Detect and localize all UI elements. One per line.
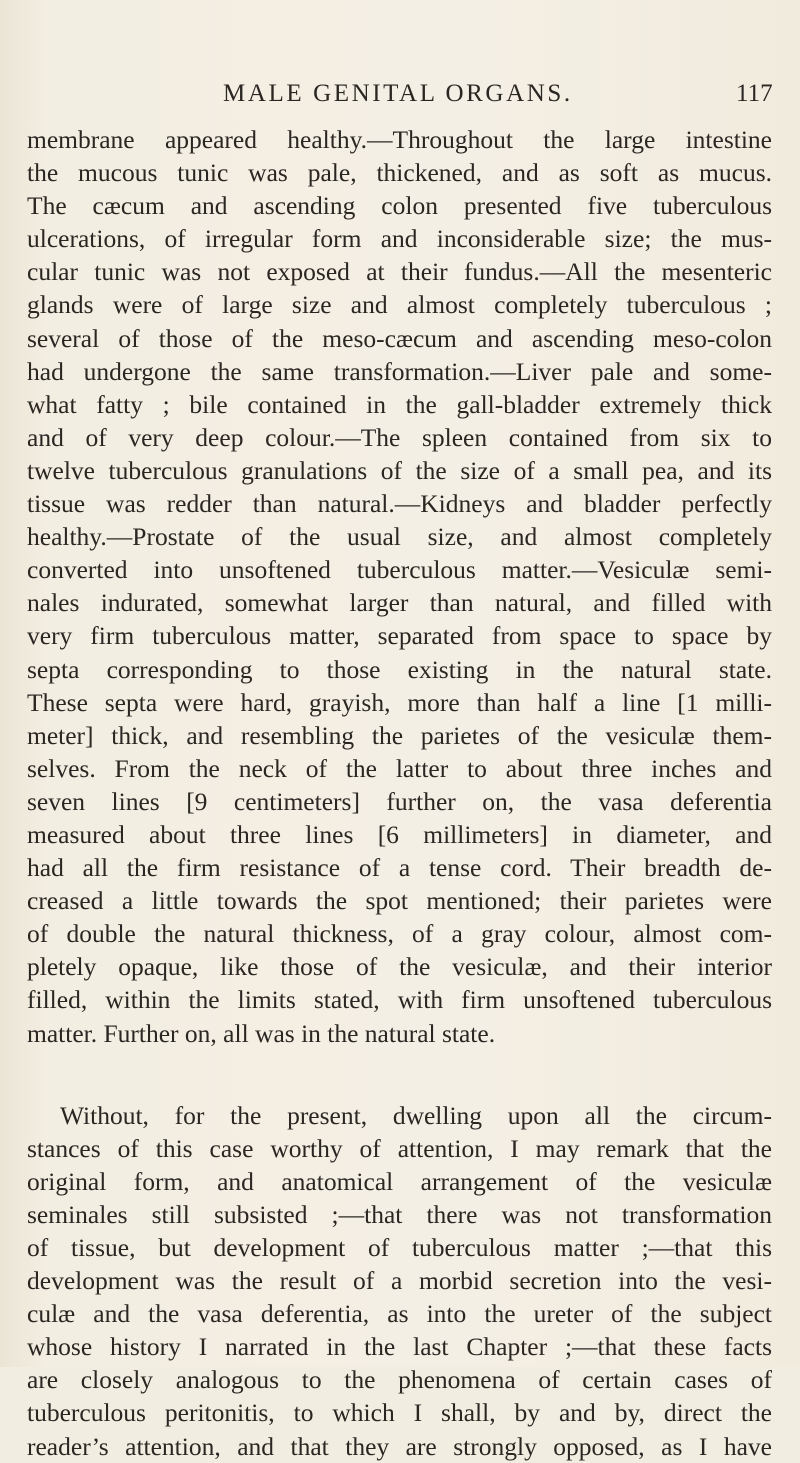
text-line: matter. Further on, all was in the natural state.	[27, 1018, 496, 1048]
text-line: whose history I narrated in the last Chapter ;—that these facts	[27, 1332, 772, 1362]
text-line: what fatty ; bile contained in the gall-bladder extremely thick	[27, 389, 772, 419]
text-line: meter] thick, and resembling the parietes of the vesiculæ them-	[27, 720, 772, 750]
text-line: ulcerations, of irregular form and inconsiderable size; the mus-	[27, 224, 772, 254]
text-line: of tissue, but development of tuberculous matter ;—that this	[27, 1233, 772, 1262]
text-line: reader’s attention, and that they are strongly opposed, as I have	[27, 1431, 772, 1461]
text-line: measured about three lines [6 millimeters] in diameter, and	[27, 819, 772, 849]
text-line: development was the result of a morbid secretion into the vesi-	[27, 1266, 772, 1296]
text-line: tissue was redder than natural.—Kidneys and bladder perfectly	[27, 489, 772, 519]
page-number: 117	[736, 80, 773, 107]
paragraph-2	[27, 1099, 772, 1463]
text-line: culæ and the vasa deferentia, as into the ureter of the subject	[27, 1299, 772, 1329]
running-title: MALE GENITAL ORGANS.	[223, 80, 573, 107]
text-line: seven lines [9 centimeters] further on, the vasa deferentia	[27, 786, 772, 816]
text-line: stances of this case worthy of attention, I may remark that the	[27, 1133, 772, 1163]
text-line: very firm tuberculous matter, separated from space to space by	[27, 621, 772, 651]
text-line: of double the natural thickness, of a gray colour, almost com-	[27, 919, 772, 949]
text-line: the mucous tunic was pale, thickened, and as soft as mucus.	[27, 158, 772, 188]
text-line: pletely opaque, like those of the vesiculæ, and their interior	[27, 952, 772, 982]
text-line: Without, for the present, dwelling upon all the circum-	[60, 1100, 772, 1130]
text-line: and of very deep colour.—The spleen contained from six to	[27, 422, 772, 452]
paragraph-1	[27, 123, 772, 1050]
text-line: cular tunic was not exposed at their fundus.—All the mesenteric	[27, 257, 772, 287]
text-line: seminales still subsisted ;—that there was not transformation	[27, 1199, 772, 1229]
text-line: filled, within the limits stated, with firm unsoftened tuberculous	[27, 985, 772, 1015]
text-line: healthy.—Prostate of the usual size, and almost completely	[27, 522, 772, 552]
running-head	[0, 78, 800, 110]
text-line: twelve tuberculous granulations of the size of a small pea, and its	[27, 455, 772, 485]
body-text	[27, 123, 772, 1463]
text-line: are closely analogous to the phenomena of certain cases of	[27, 1365, 772, 1395]
text-line: glands were of large size and almost completely tuberculous ;	[27, 290, 772, 320]
paragraph-gap	[27, 1050, 772, 1099]
text-line: converted into unsoftened tuberculous matter.—Vesiculæ semi-	[27, 555, 772, 585]
text-line: The cæcum and ascending colon presented five tuberculous	[27, 191, 772, 221]
text-line: had all the firm resistance of a tense cord. Their breadth de-	[27, 853, 772, 883]
text-line: original form, and anatomical arrangement of the vesiculæ	[27, 1166, 772, 1196]
text-line: nales indurated, somewhat larger than natural, and filled with	[27, 588, 772, 618]
text-line: had undergone the same transformation.—Liver pale and some-	[27, 356, 772, 386]
text-line: several of those of the meso-cæcum and ascending meso-colon	[27, 323, 772, 353]
text-line: These septa were hard, grayish, more than half a line [1 milli-	[27, 687, 772, 717]
text-line: tuberculous peritonitis, to which I shall, by and by, direct the	[27, 1398, 772, 1428]
text-line: selves. From the neck of the latter to about three inches and	[27, 753, 772, 783]
text-line: creased a little towards the spot mentioned; their parietes were	[27, 886, 772, 916]
text-line: septa corresponding to those existing in the natural state.	[27, 654, 772, 684]
text-line: membrane appeared healthy.—Throughout the large intestine	[27, 125, 772, 154]
